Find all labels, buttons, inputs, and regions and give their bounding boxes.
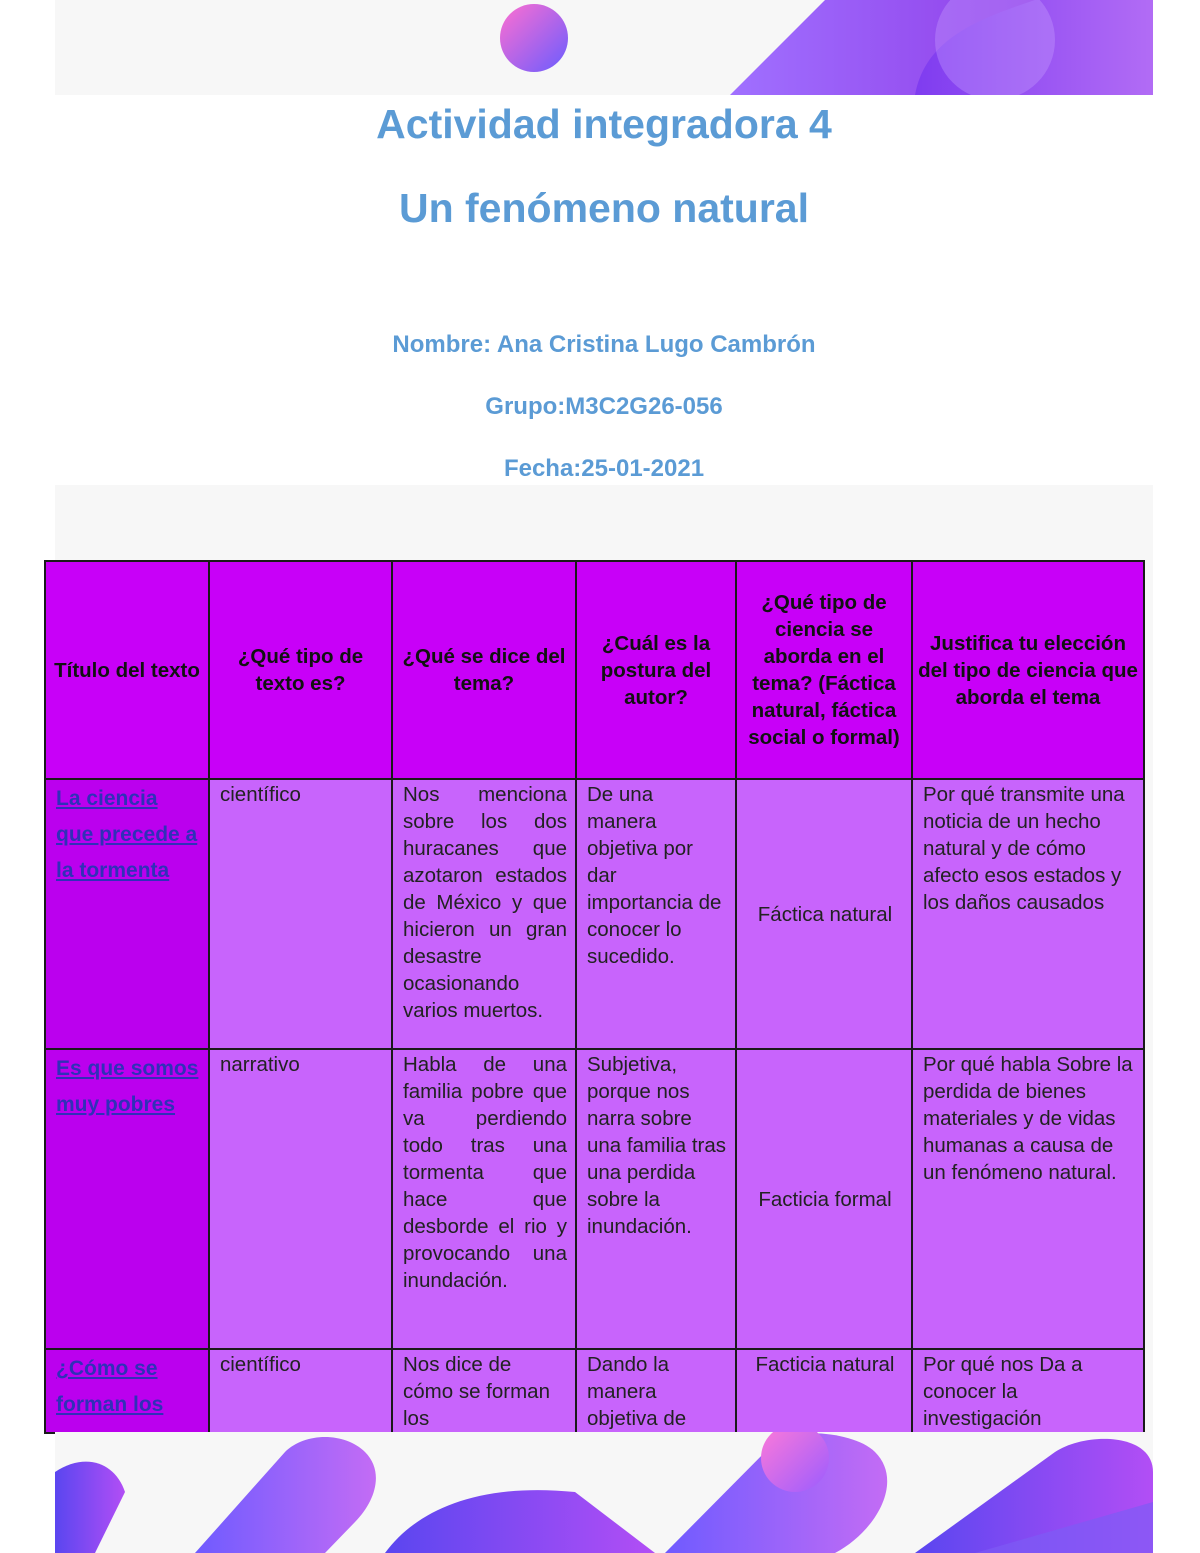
row-tipo-cell: científico <box>209 779 392 1049</box>
document-date: Fecha:25-01-2021 <box>503 455 705 482</box>
row-ciencia-cell: Facticia natural <box>736 1349 912 1433</box>
student-name: Nombre: Ana Cristina Lugo Cambrón <box>392 331 816 358</box>
text-title-link[interactable]: La ciencia que precede a la tormenta <box>56 787 198 882</box>
row-postura-cell: Subjetiva, porque nos narra sobre una familia tras una perdida sobre la inundación. <box>576 1049 736 1349</box>
row-title-cell <box>45 1349 209 1433</box>
row-title-cell <box>45 1049 209 1349</box>
top-decorative-banner <box>55 0 1153 95</box>
bottom-decorative-banner <box>55 1432 1153 1553</box>
decorative-soft-circle <box>935 0 1055 95</box>
row-postura-cell: De una manera objetiva por dar importancia de conocer lo sucedido. <box>576 779 736 1049</box>
table-row <box>45 1049 1144 1349</box>
row-ciencia-cell: Fáctica natural <box>736 779 912 1049</box>
row-dice-cell: Nos menciona sobre los dos huracanes que azotaron estados de México y que hicieron un gran desastre ocasionando varios muertos. <box>392 779 576 1049</box>
row-dice-cell: Habla de una familia pobre que va perdiendo todo tras una tormenta que hace que desborde el rio y provocando una inundación. <box>392 1049 576 1349</box>
header-cell-justifica: Justifica tu elección del tipo de ciencia que aborda el tema <box>912 561 1144 779</box>
row-tipo-cell: científico <box>209 1349 392 1433</box>
header-cell-titulo: Título del texto <box>45 561 209 779</box>
row-justifica-cell: Por qué transmite una noticia de un hecho natural y de cómo afecto esos estados y los daños causados <box>912 779 1144 1049</box>
decorative-shape <box>195 1437 376 1553</box>
document-title: Actividad integradora 4 <box>376 101 832 147</box>
row-justifica-cell: Por qué nos Da a conocer la investigación <box>912 1349 1144 1433</box>
top-banner-shapes <box>55 0 1153 95</box>
document-subtitle: Un fenómeno natural <box>398 185 810 231</box>
table-row <box>45 1349 1144 1433</box>
decorative-shape <box>55 1462 125 1553</box>
student-group: Grupo:M3C2G26-056 <box>485 393 723 420</box>
decorative-shape <box>385 1490 655 1553</box>
text-title-link[interactable]: ¿Cómo se forman los <box>56 1357 164 1416</box>
table-row <box>45 779 1144 1049</box>
bottom-banner-shapes <box>55 1432 1153 1553</box>
decorative-circle <box>500 4 568 72</box>
header-cell-ciencia: ¿Qué tipo de ciencia se aborda en el tema? (Fáctica natural, fáctica social o formal) <box>736 561 912 779</box>
analysis-table <box>44 560 1145 1434</box>
header-cell-dice: ¿Qué se dice del tema? <box>392 561 576 779</box>
row-ciencia-cell: Facticia formal <box>736 1049 912 1349</box>
row-title-cell <box>45 779 209 1049</box>
table-header-row <box>45 561 1144 779</box>
text-title-link[interactable]: Es que somos muy pobres <box>56 1057 199 1116</box>
row-tipo-cell: narrativo <box>209 1049 392 1349</box>
row-dice-cell: Nos dice de cómo se forman los <box>392 1349 576 1433</box>
row-postura-cell: Dando la manera objetiva de <box>576 1349 736 1433</box>
row-justifica-cell: Por qué habla Sobre la perdida de bienes materiales y de vidas humanas a causa de un fenómeno natural. <box>912 1049 1144 1349</box>
header-cell-postura: ¿Cuál es la postura del autor? <box>576 561 736 779</box>
header-cell-tipo: ¿Qué tipo de texto es? <box>209 561 392 779</box>
title-area <box>55 95 1153 485</box>
